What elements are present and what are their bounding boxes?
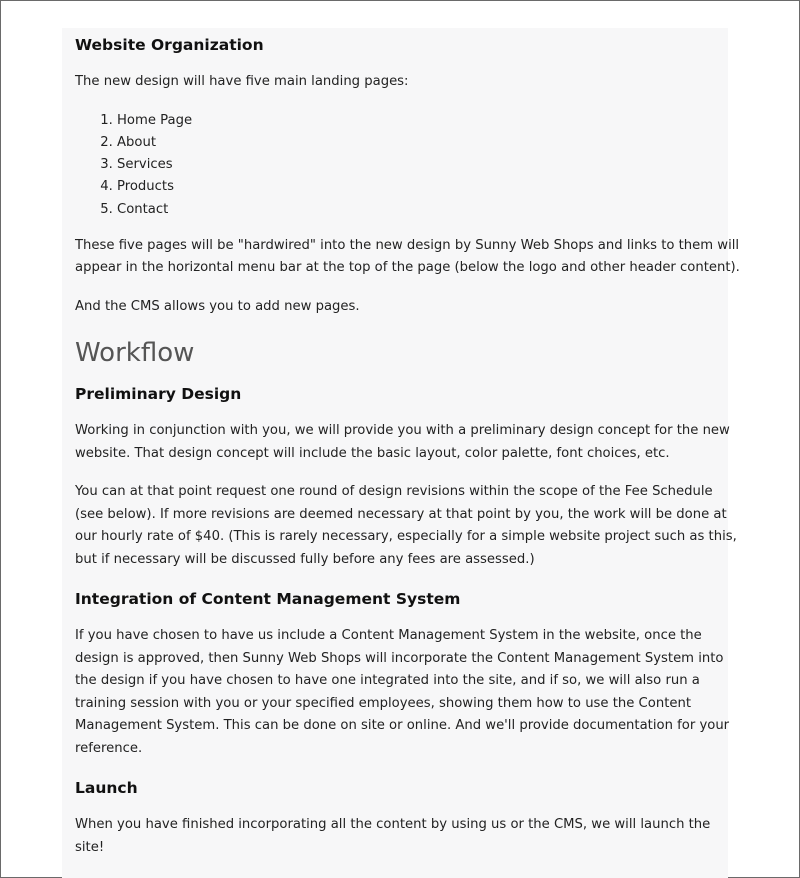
launch-paragraph: When you have finished incorporating all the content by using us or the CMS, we will launch the site! [75, 817, 711, 855]
preliminary-paragraph-1: Working in conjunction with you, we will provide you with a preliminary design concept for the new website. That design concept will include the basic layout, color palette, font choices, etc. [75, 423, 730, 461]
list-item: 1. Home Page [117, 110, 740, 132]
list-item: 3. Services [117, 154, 740, 176]
hardwired-paragraph: These five pages will be "hardwired" into the new design by Sunny Web Shops and links to them will appear in the horizontal menu bar at the top of the page (below the logo and other header content). [75, 237, 740, 276]
preliminary-design-heading: Preliminary Design [75, 385, 242, 404]
list-item: 5. Contact [117, 199, 740, 221]
cms-integration-heading: Integration of Content Management System [75, 590, 461, 609]
workflow-heading: Workflow [75, 338, 195, 369]
document-content [75, 33, 740, 875]
landing-pages-list [75, 110, 740, 221]
website-organization-heading: Website Organization [75, 36, 264, 54]
list-item: 4. Products [117, 176, 740, 198]
launch-heading: Launch [75, 779, 138, 798]
list-item: 2. About [117, 132, 740, 154]
cms-integration-paragraph: If you have chosen to have us include a Content Management System in the website, once the design is approved, then Sunny Web Shops will incorporate the Content Management System into the design if you have chosen to have one integrated into the site, and if so, we will also run a training session with you or your specified employees, showing them how to use the Content Management System. This can be done on site or online. And we'll provide documentation for your reference. [75, 628, 730, 756]
landing-pages-intro: The new design will have five main landing pages: [75, 74, 409, 89]
cms-pages-paragraph: And the CMS allows you to add new pages. [75, 298, 360, 314]
preliminary-paragraph-2: You can at that point request one round of design revisions within the scope of the Fee Schedule (see below). If more revisions are deemed necessary at that point by you, the work will be done at our hourly rate of $40. (This is rarely necessary, especially for a simple website project such as this, but if necessary will be discussed fully before any fees are assessed.) [75, 484, 737, 567]
